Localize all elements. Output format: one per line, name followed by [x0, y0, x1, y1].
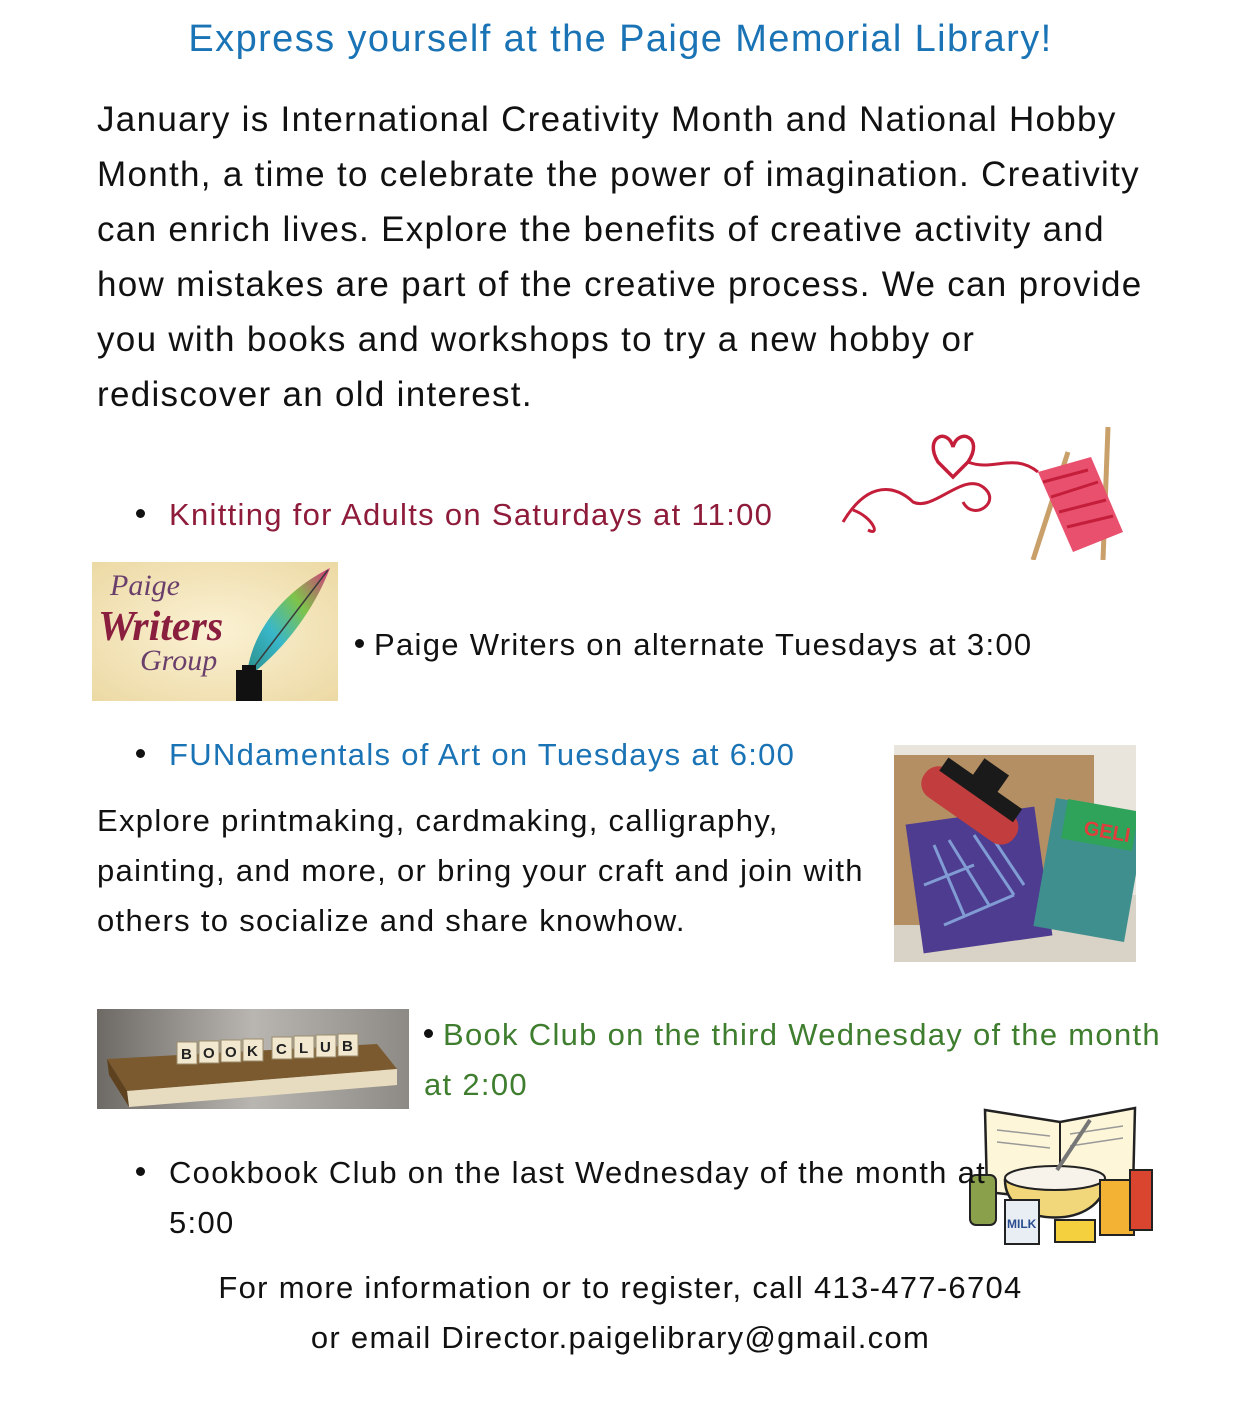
footer-email-line: or email Director.paigelibrary@gmail.com	[310, 1320, 931, 1355]
writers-group-logo	[92, 562, 338, 701]
bullet-icon	[424, 1029, 433, 1038]
book-club-letter-8: B	[342, 1038, 353, 1055]
book-club-program-label: Book Club on the third Wednesday of the month at 2:00	[424, 1017, 1161, 1102]
art-program	[136, 730, 795, 780]
printmaking-image	[894, 745, 1136, 962]
book-club-letter-4: K	[247, 1043, 258, 1060]
knitting-image	[823, 412, 1136, 560]
art-program-label: FUNdamentals of Art on Tuesdays at 6:00	[169, 737, 796, 772]
knitting-program-label: Knitting for Adults on Saturdays at 11:00	[169, 497, 774, 532]
writers-program	[355, 620, 1032, 670]
writers-logo-line1: Paige	[110, 569, 180, 602]
bullet-icon	[136, 749, 145, 758]
book-club-letter-5: C	[276, 1041, 287, 1058]
milk-label: MILK	[1007, 1217, 1037, 1231]
book-club-program	[424, 1010, 1164, 1110]
bullet-icon	[136, 509, 145, 518]
book-club-letter-7: U	[320, 1039, 331, 1056]
writers-logo-line2: Writers	[98, 604, 224, 650]
geli-label: GELI	[1082, 817, 1132, 848]
writers-logo-line3: Group	[140, 644, 218, 677]
book-club-letter-3: O	[225, 1044, 237, 1061]
footer-phone-line: For more information or to register, call 413-477-6704	[218, 1270, 1023, 1305]
book-club-letter-2: O	[203, 1045, 215, 1062]
art-description: Explore printmaking, cardmaking, calligraphy, painting, and more, or bring your craft and join with others to socialize and share knowhow.	[97, 803, 864, 938]
cookbook-image	[965, 1100, 1157, 1250]
book-club-letter-1: B	[181, 1046, 192, 1063]
bullet-icon	[355, 639, 364, 648]
cookbook-program	[136, 1148, 989, 1248]
knitting-program	[136, 490, 773, 540]
bullet-icon	[136, 1167, 145, 1176]
book-club-image	[97, 1009, 409, 1109]
intro-paragraph: January is International Creativity Month and National Hobby Month, a time to celebrate the power of imagination. Creativity can enrich lives. Explore the benefits of creative activity and how mistakes are part of the creative process. We can provide you with books and workshops to try a new hobby or rediscover an old interest.	[97, 100, 1143, 414]
book-club-letter-6: L	[299, 1040, 309, 1057]
writers-program-label: Paige Writers on alternate Tuesdays at 3:00	[374, 627, 1033, 662]
contact-footer	[0, 1263, 1241, 1363]
cookbook-program-label: Cookbook Club on the last Wednesday of the month at 5:00	[169, 1155, 987, 1240]
page-title: Express yourself at the Paige Memorial Library!	[188, 18, 1053, 60]
